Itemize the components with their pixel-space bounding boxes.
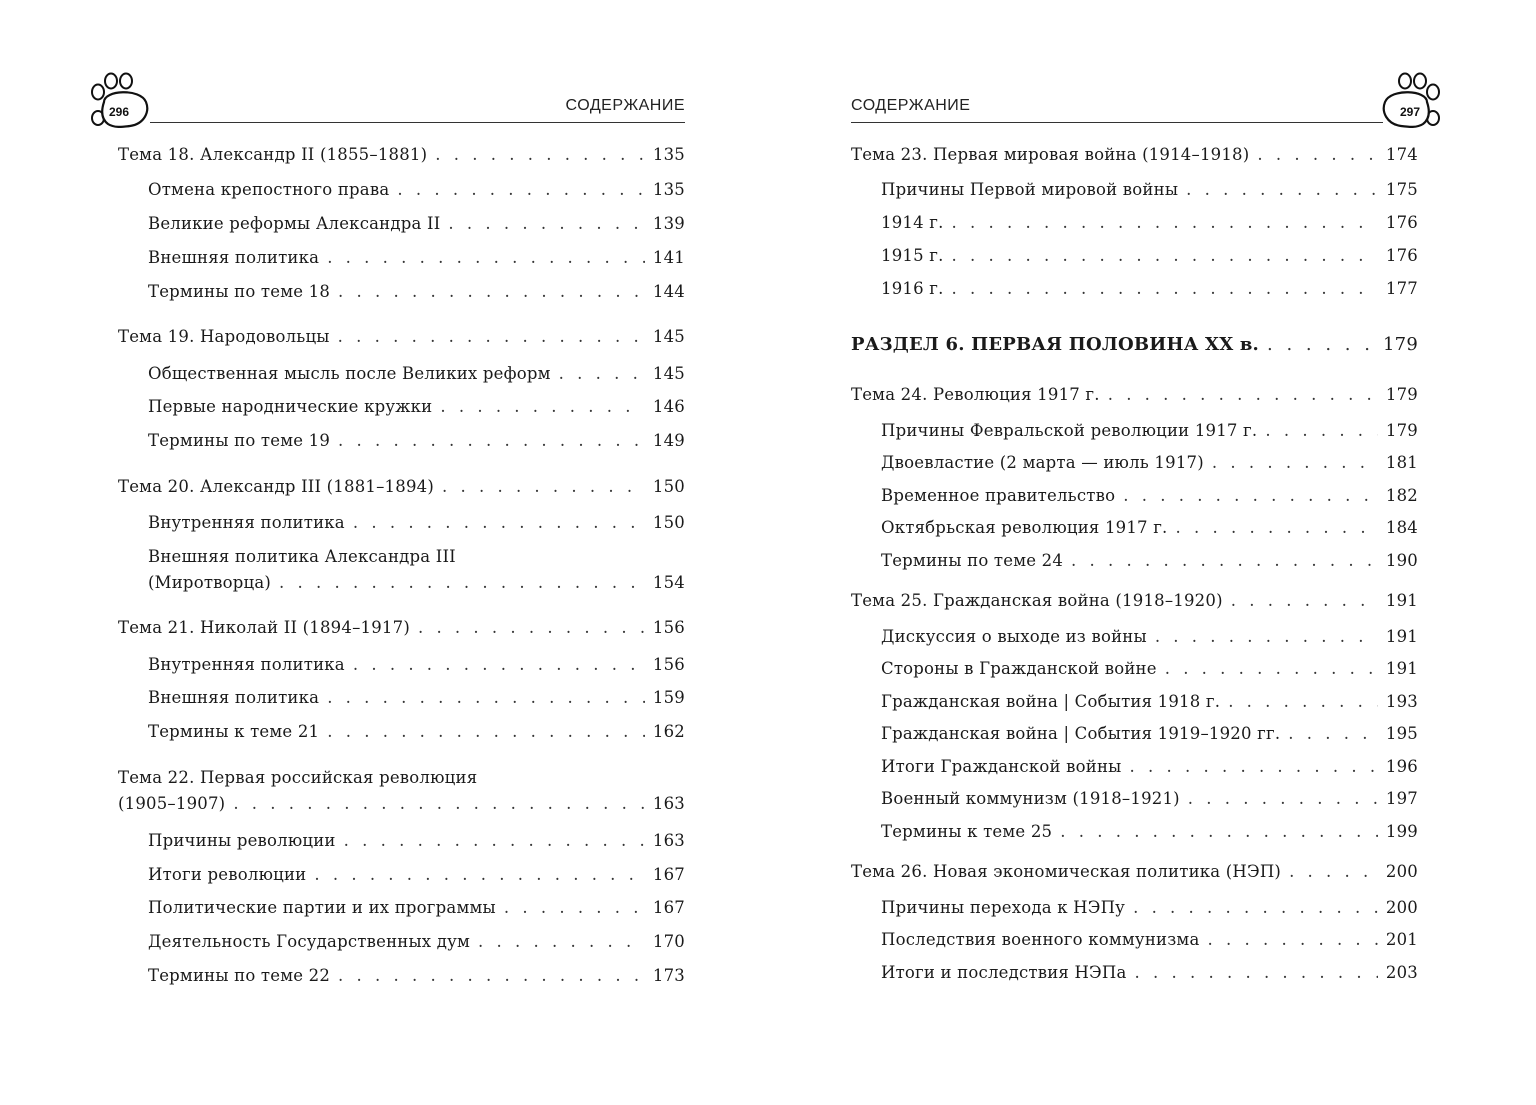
toc-item[interactable]: Внутренняя политика . . . 150 [118, 510, 685, 536]
toc-item[interactable]: Последствия военного коммунизма . . . 201 [851, 927, 1418, 953]
toc-item[interactable]: Внешняя политика . . . 159 [118, 685, 685, 711]
toc-item[interactable]: Причины революции . . . 163 [118, 828, 685, 854]
toc-item[interactable]: Первые народнические кружки . . . 146 [118, 394, 685, 420]
toc-item[interactable]: 1916 г. . . . 177 [851, 276, 1418, 302]
toc-topic[interactable]: Тема 24. Революция 1917 г. . . . 179 [851, 382, 1418, 408]
toc-topic[interactable]: Тема 26. Новая экономическая политика (НЭП) . . . 200 [851, 859, 1418, 885]
toc-item[interactable]: Термины по теме 19 . . . 149 [118, 428, 685, 454]
toc-item[interactable]: Двоевластие (2 марта — июль 1917) . . . 181 [851, 450, 1418, 476]
toc-item[interactable]: Термины по теме 22 . . . 173 [118, 963, 685, 989]
page-number: 296 [108, 105, 130, 119]
toc-item[interactable]: Общественная мысль после Великих реформ . . . 145 [118, 361, 685, 387]
toc-topic[interactable]: Тема 22. Первая российская революция (1905–1907) . . . 163 [118, 765, 685, 817]
toc-item[interactable]: Внешняя политика . . . 141 [118, 245, 685, 271]
toc-item[interactable]: 1915 г. . . . 176 [851, 243, 1418, 269]
toc-item[interactable]: Итоги и последствия НЭПа . . . 203 [851, 960, 1418, 986]
toc-item[interactable]: Внешняя политика Александра III (Миротворца) . . . 154 [118, 544, 685, 596]
toc-item[interactable]: Политические партии и их программы . . . 167 [118, 895, 685, 921]
table-of-contents [851, 138, 1418, 986]
toc-item[interactable]: Великие реформы Александра II . . . 139 [118, 211, 685, 237]
toc-item[interactable]: Стороны в Гражданской войне . . . 191 [851, 656, 1418, 682]
toc-topic[interactable]: Тема 18. Александр II (1855–1881) . . . 135 [118, 142, 685, 168]
header-divider [150, 122, 685, 123]
toc-topic[interactable]: Тема 25. Гражданская война (1918–1920) . . . 191 [851, 588, 1418, 614]
toc-item[interactable]: Причины Февральской революции 1917 г. . . . 179 [851, 418, 1418, 444]
toc-item[interactable]: Итоги Гражданской войны . . . 196 [851, 754, 1418, 780]
toc-item[interactable]: Военный коммунизм (1918–1921) . . . 197 [851, 786, 1418, 812]
toc-topic[interactable]: Тема 21. Николай II (1894–1917) . . . 156 [118, 615, 685, 641]
toc-topic[interactable]: Тема 23. Первая мировая война (1914–1918) . . . 174 [851, 142, 1418, 168]
toc-item[interactable]: Октябрьская революция 1917 г. . . . 184 [851, 515, 1418, 541]
toc-item[interactable]: Деятельность Государственных дум . . . 170 [118, 929, 685, 955]
toc-item[interactable]: Отмена крепостного права . . . 135 [118, 177, 685, 203]
page-number: 297 [1399, 105, 1421, 119]
toc-topic[interactable]: Тема 20. Александр III (1881–1894) . . . 150 [118, 474, 685, 500]
toc-item[interactable]: Причины Первой мировой войны . . . 175 [851, 177, 1418, 203]
toc-item[interactable]: Внутренняя политика . . . 156 [118, 652, 685, 678]
header-divider [851, 122, 1383, 123]
toc-item[interactable]: Причины перехода к НЭПу . . . 200 [851, 895, 1418, 921]
paw-icon [86, 72, 150, 132]
toc-item[interactable]: Дискуссия о выходе из войны . . . 191 [851, 624, 1418, 650]
paw-icon [1381, 72, 1445, 132]
toc-item[interactable]: Гражданская война | События 1919–1920 гг. . . . 195 [851, 721, 1418, 747]
right-page [768, 0, 1536, 1105]
toc-section[interactable]: РАЗДЕЛ 6. ПЕРВАЯ ПОЛОВИНА XX в. . . . 179 [851, 332, 1418, 358]
toc-item[interactable]: Итоги революции . . . 167 [118, 862, 685, 888]
toc-item[interactable]: Гражданская война | События 1918 г. . . . 193 [851, 689, 1418, 715]
toc-item[interactable]: Термины по теме 24 . . . 190 [851, 548, 1418, 574]
toc-item[interactable]: 1914 г. . . . 176 [851, 210, 1418, 236]
running-header: СОДЕРЖАНИЕ [851, 97, 971, 114]
running-header: СОДЕРЖАНИЕ [565, 97, 685, 114]
toc-item[interactable]: Термины к теме 25 . . . 199 [851, 819, 1418, 845]
toc-item[interactable]: Временное правительство . . . 182 [851, 483, 1418, 509]
toc-item[interactable]: Термины по теме 18 . . . 144 [118, 279, 685, 305]
toc-item[interactable]: Термины к теме 21 . . . 162 [118, 719, 685, 745]
table-of-contents [118, 138, 685, 989]
toc-topic[interactable]: Тема 19. Народовольцы . . . 145 [118, 324, 685, 350]
